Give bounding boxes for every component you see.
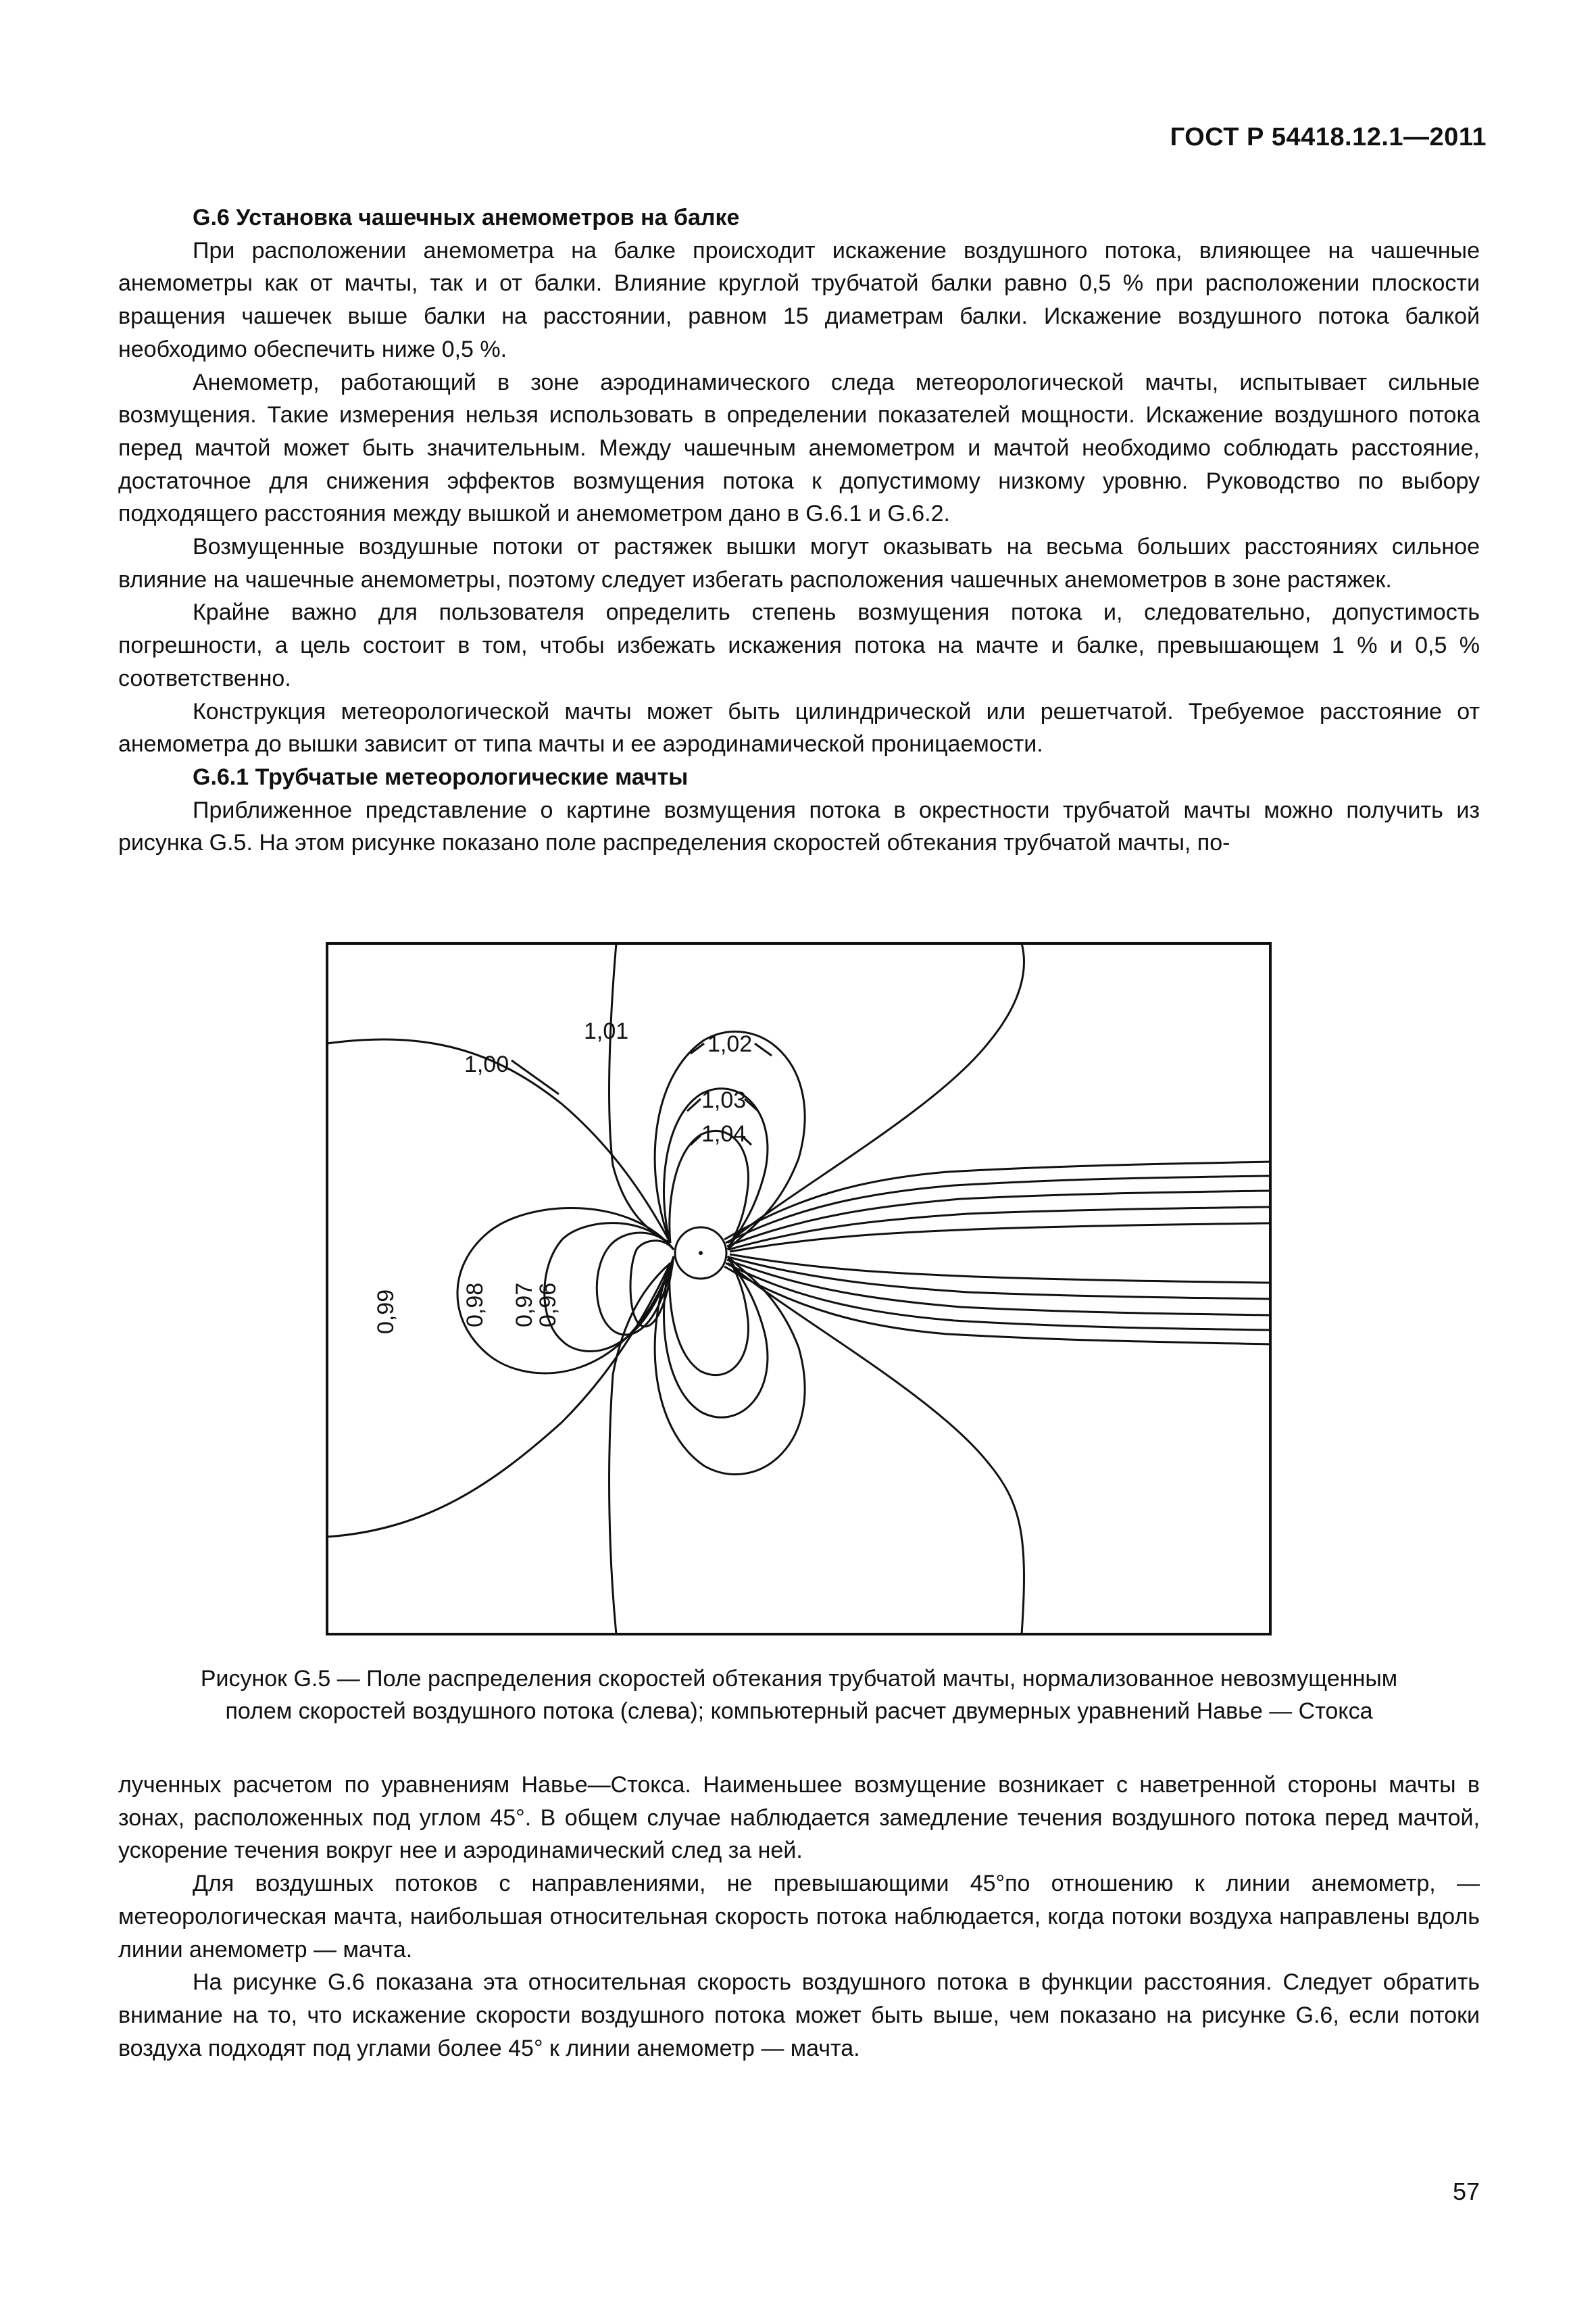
paragraph: При расположении анемометра на балке происходит искажение воздушного потока, влияющее на чашечные анемометры как от мачты, так и от балки. Влияние круглой трубчатой балки равно 0,5 % при расположении плоскости вращения чашечек выше балки на расстоянии, равном 15 диаметрам балки. Искажение воздушного потока балкой необходимо обеспечить ниже 0,5 %. [118, 237, 1480, 362]
flow-field-contour-plot [326, 942, 1272, 1635]
top-text-block [118, 201, 1480, 860]
paragraph: Крайне важно для пользователя определить степень возмущения потока и, следовательно, допустимость погрешности, а цель состоит в том, чтобы избежать искажения потока на мачте и балке, превышающем 1 % и 0,5 % соответственно. [118, 599, 1480, 691]
paragraph: Анемометр, работающий в зоне аэродинамического следа метеорологической мачты, испытывает сильные возмущения. Такие измерения нельзя использовать в определении показателей мощности. Искажение воздушного потока перед мачтой может быть значительным. Между чашечным анемометром и мачтой необходимо соблюдать расстояние, достаточное для снижения эффектов возмущения потока к допустимому низкому уровню. Руководство по выбору подходящего расстояния между вышкой и анемометром дано в G.6.1 и G.6.2. [118, 369, 1480, 527]
caption-line-2: полем скоростей воздушного потока (слева); компьютерный расчет двумерных уравнений Навье — Стокса [225, 1698, 1373, 1724]
contour-label-1-00: 1,00 [464, 1052, 509, 1077]
caption-line-1: Рисунок G.5 — Поле распределения скоростей обтекания трубчатой мачты, нормализованное невозмущенным [200, 1666, 1398, 1692]
contour-label-0-96: 0,96 [535, 1282, 561, 1327]
contour-label-0-98: 0,98 [462, 1282, 488, 1327]
paragraph: На рисунке G.6 показана эта относительная скорость воздушного потока в функции расстояния. Следует обратить внимание на то, что искажение скорости воздушного потока может быть выше, чем показано на рисунке G.6, если потоки воздуха подходят под углами более 45° к линии анемометр — мачта. [118, 1969, 1480, 2061]
contour-label-1-04: 1,04 [701, 1121, 747, 1147]
mast-center-dot [699, 1251, 703, 1255]
paragraph: Для воздушных потоков с направлениями, не превышающими 45°по отношению к линии анемометр, — метеорологическая мачта, наибольшая относительная скорость потока наблюдается, когда потоки воздуха направлены вдоль линии анемометр — мачта. [118, 1871, 1480, 1963]
contour-label-1-02: 1,02 [707, 1031, 753, 1057]
paragraph-continuation: лученных расчетом по уравнениям Навье—Стокса. Наименьшее возмущение возникает с наветренной стороны мачты в зонах, расположенных под углом 45°. В общем случае наблюдается замедление течения воздушного потока перед мачтой, ускорение течения вокруг нее и аэродинамический след за ней. [118, 1772, 1480, 1864]
document-standard-number: ГОСТ Р 54418.12.1—2011 [1170, 123, 1487, 151]
paragraph: Возмущенные воздушные потоки от растяжек вышки могут оказывать на весьма больших расстояниях сильное влияние на чашечные анемометры, поэтому следует избегать расположения чашечных анемометров в зоне растяжек. [118, 534, 1480, 593]
figure-caption [118, 1663, 1480, 1727]
bottom-text-block [118, 1769, 1480, 2065]
figure-flow-field [326, 942, 1272, 1635]
paragraph: Конструкция метеорологической мачты может быть цилиндрической или решетчатой. Требуемое расстояние от анемометра до вышки зависит от типа мачты и ее аэродинамической проницаемости. [118, 698, 1480, 758]
contour-label-0-97: 0,97 [512, 1282, 537, 1327]
contour-label-1-03: 1,03 [701, 1087, 747, 1113]
contour-label-1-01: 1,01 [584, 1018, 629, 1044]
page-number: 57 [1452, 2177, 1480, 2205]
section-heading-g6: G.6 Установка чашечных анемометров на балке [193, 205, 740, 230]
paragraph: Приближенное представление о картине возмущения потока в окрестности трубчатой мачты можно получить из рисунка G.5. На этом рисунке показано поле распределения скоростей обтекания трубчатой мачты, по- [118, 797, 1480, 856]
contour-label-0-99: 0,99 [373, 1289, 399, 1334]
section-heading-g61: G.6.1 Трубчатые метеорологические мачты [193, 764, 689, 790]
